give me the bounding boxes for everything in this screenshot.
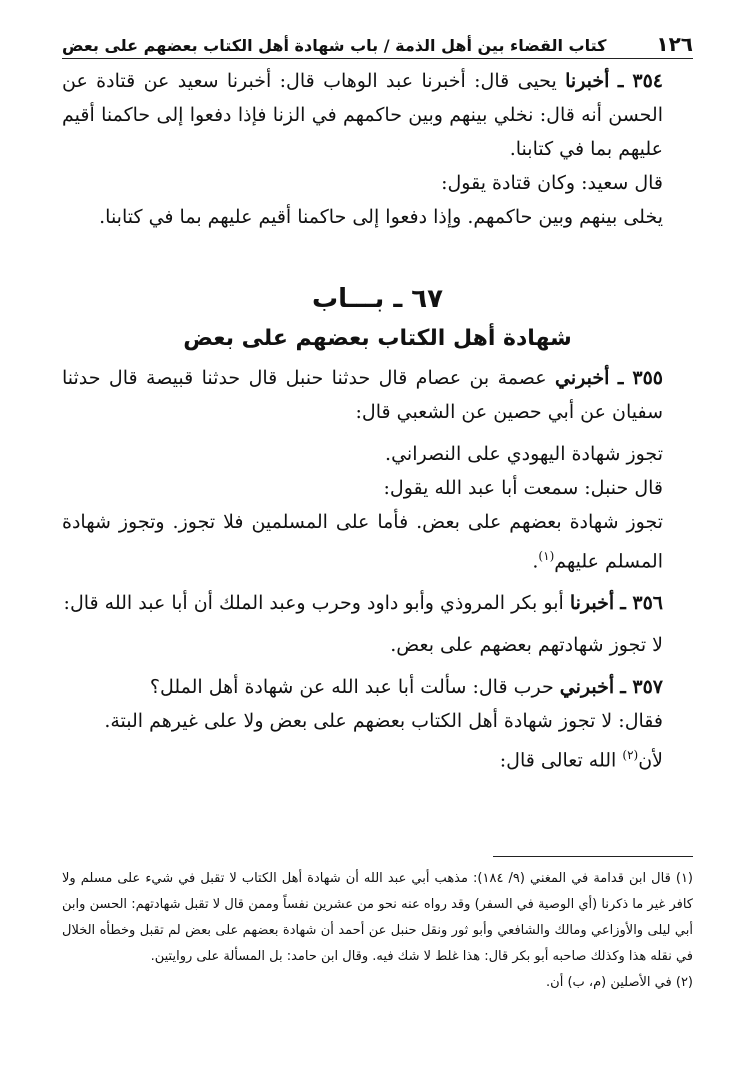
hadith-number: ٣٥٧ ـ [620, 676, 663, 699]
footnote-1: (١) قال ابن قدامة في المغني (٩/ ١٨٤): مذهب أبي عبد الله أن شهادة أهل الكتاب لا تقبل في شيء على مسلم ولا كافر غير ما ذكرنا (أي الوصية في السفر) وقد رواه عنه نحو من عشرين نفساً وممن قال لا تقبل شهادتهم: الحسن وابن أبي ليلى والأوزاعي ومالك والشافعي وأبو ثور ونقل حنبل عن أحمد أن شهادة بعضهم على بعض لم تقبل وخطأه الخلال في نقله هذا وكذلك صاحبه أبو بكر قال: هذا غلط لا شك فيه. وقال ابن حامد: بل المسألة على روايتين. [62, 871, 693, 964]
chapter-subtitle: شهادة أهل الكتاب بعضهم على بعض [183, 326, 572, 351]
text-line [62, 505, 693, 578]
main-text [62, 64, 693, 778]
text-segment: . [532, 550, 539, 573]
quote-line: يخلى بينهم وبين حاكمهم. وإذا دفعوا إلى حاكمنا أقيم عليهم بما في كتابنا. [99, 206, 663, 228]
running-title: كتاب القضاء بين أهل الذمة / باب شهادة أهل الكتاب بعضهم على بعض [62, 36, 607, 55]
text-line: فقال: لا تجوز شهادة أهل الكتاب بعضهم على بعض ولا على غيرهم البتة. [104, 710, 663, 733]
hadith-357 [62, 670, 693, 704]
text-segment: الله تعالى قال: [499, 749, 617, 772]
text-line: لا تجوز شهادتهم بعضهم على بعض. [390, 634, 663, 657]
hadith-number: ٣٥٤ ـ [617, 70, 663, 92]
text-segment: لأن [638, 749, 663, 772]
hadith-keyword: أخبرني [559, 676, 615, 699]
hadith-number: ٣٥٦ ـ [620, 592, 663, 615]
hadith-354 [62, 64, 693, 166]
chapter-title: ٦٧ ـ بـــاب [311, 284, 444, 314]
said-line: قال سعيد: وكان قتادة يقول: [441, 172, 663, 194]
text-line [62, 738, 693, 777]
hadith-text: عصمة بن عصام قال حدثنا حنبل قال حدثنا قبيصة قال حدثنا سفيان عن أبي حصين عن الشعبي قال: [62, 367, 663, 423]
hadith-keyword: أخبرنا [565, 70, 610, 92]
text-line: تجوز شهادة اليهودي على النصراني. [385, 443, 663, 465]
hadith-text: يحيى قال: أخبرنا عبد الوهاب قال: أخبرنا سعيد عن قتادة عن الحسن أنه قال: نخلي بينهم وبين حاكمهم في الزنا فإذا دفعوا إلى حاكمنا أقيم عليهم بما في كتابنا. [62, 70, 663, 160]
hadith-keyword: أخبرني [555, 367, 610, 389]
footnote-2: (٢) في الأصلين (م، ب) أن. [546, 975, 693, 990]
footnotes [62, 866, 693, 996]
text-line: قال حنبل: سمعت أبا عبد الله يقول: [383, 477, 663, 499]
page-number: ١٢٦ [656, 32, 693, 56]
footnote-divider [493, 856, 693, 857]
footnote-ref: (١) [538, 549, 555, 563]
hadith-356 [62, 586, 693, 620]
footnote-ref: (٢) [622, 748, 639, 763]
hadith-text: أبو بكر المروذي وأبو داود وحرب وعبد الملك أن أبا عبد الله قال: [63, 592, 564, 615]
hadith-number: ٣٥٥ ـ [617, 367, 664, 389]
hadith-355 [62, 361, 693, 429]
text-segment: تجوز شهادة بعضهم على بعض. فأما على المسلمين فلا تجوز. وتجوز شهادة المسلم عليهم [62, 511, 663, 573]
hadith-text: حرب قال: سألت أبا عبد الله عن شهادة أهل الملل؟ [149, 676, 554, 699]
page-header [62, 30, 693, 59]
hadith-keyword: أخبرنا [569, 592, 615, 615]
